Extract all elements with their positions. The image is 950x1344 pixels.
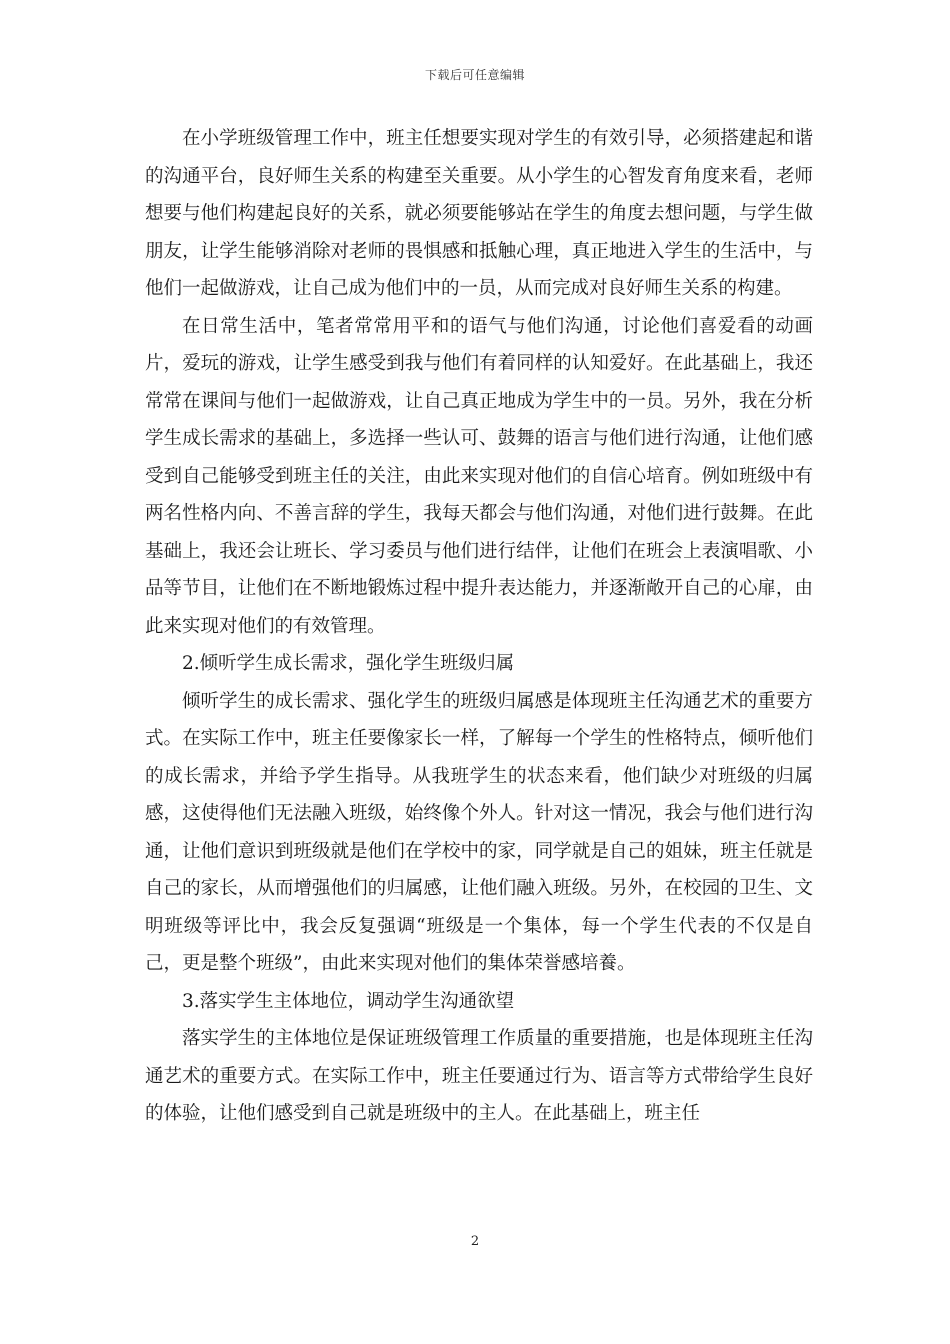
page-number: 2: [470, 1234, 480, 1249]
document-body: [145, 120, 813, 1133]
page-header: 下载后可任意编辑: [424, 68, 525, 82]
paragraph-4: 落实学生的主体地位是保证班级管理工作质量的重要措施，也是体现班主任沟通艺术的重要方式。在实际工作中，班主任要通过行为、语言等方式带给学生良好的体验，让他们感受到自己就是班级中的主人。在此基础上，班主任: [145, 1028, 813, 1124]
section-heading-2: 2.倾听学生成长需求，强化学生班级归属: [182, 653, 515, 674]
paragraph-2: 在日常生活中，笔者常常用平和的语气与他们沟通，讨论他们喜爱看的动画片，爱玩的游戏，让学生感受到我与他们有着同样的认知爱好。在此基础上，我还常常在课间与他们一起做游戏，让自己真正地成为学生中的一员。另外，我在分析学生成长需求的基础上，多选择一些认可、鼓舞的语言与他们进行沟通，让他们感受到自己能够受到班主任的关注，由此来实现对他们的自信心培育。例如班级中有两名性格内向、不善言辞的学生，我每天都会与他们沟通，对他们进行鼓舞。在此基础上，我还会让班长、学习委员与他们进行结伴，让他们在班会上表演唱歌、小品等节目，让他们在不断地锻炼过程中提升表达能力，并逐渐敞开自己的心扉，由此来实现对他们的有效管理。: [145, 315, 813, 637]
section-heading-3: 3.落实学生主体地位，调动学生沟通欲望: [182, 990, 515, 1012]
paragraph-3: 倾听学生的成长需求、强化学生的班级归属感是体现班主任沟通艺术的重要方式。在实际工作中，班主任要像家长一样，了解每一个学生的性格特点，倾听他们的成长需求，并给予学生指导。从我班学生的状态来看，他们缺少对班级的归属感，这使得他们无法融入班级，始终像个外人。针对这一情况，我会与他们进行沟通，让他们意识到班级就是他们在学校中的家，同学就是自己的姐妹，班主任就是自己的家长，从而增强他们的归属感，让他们融入班级。另外，在校园的卫生、文明班级等评比中，我会反复强调“班级是一个集体，每一个学生代表的不仅是自己，更是整个班级”，由此来实现对他们的集体荣誉感培養。: [145, 690, 813, 974]
paragraph-1: 在小学班级管理工作中，班主任想要实现对学生的有效引导，必须搭建起和谐的沟通平台，良好师生关系的构建至关重要。从小学生的心智发育角度来看，老师想要与他们构建起良好的关系，就必须要能够站在学生的角度去想问题，与学生做朋友，让学生能够消除对老师的畏惧感和抵触心理，真正地进入学生的生活中，与他们一起做游戏，让自己成为他们中的一员，从而完成对良好师生关系的构建。: [145, 128, 813, 299]
